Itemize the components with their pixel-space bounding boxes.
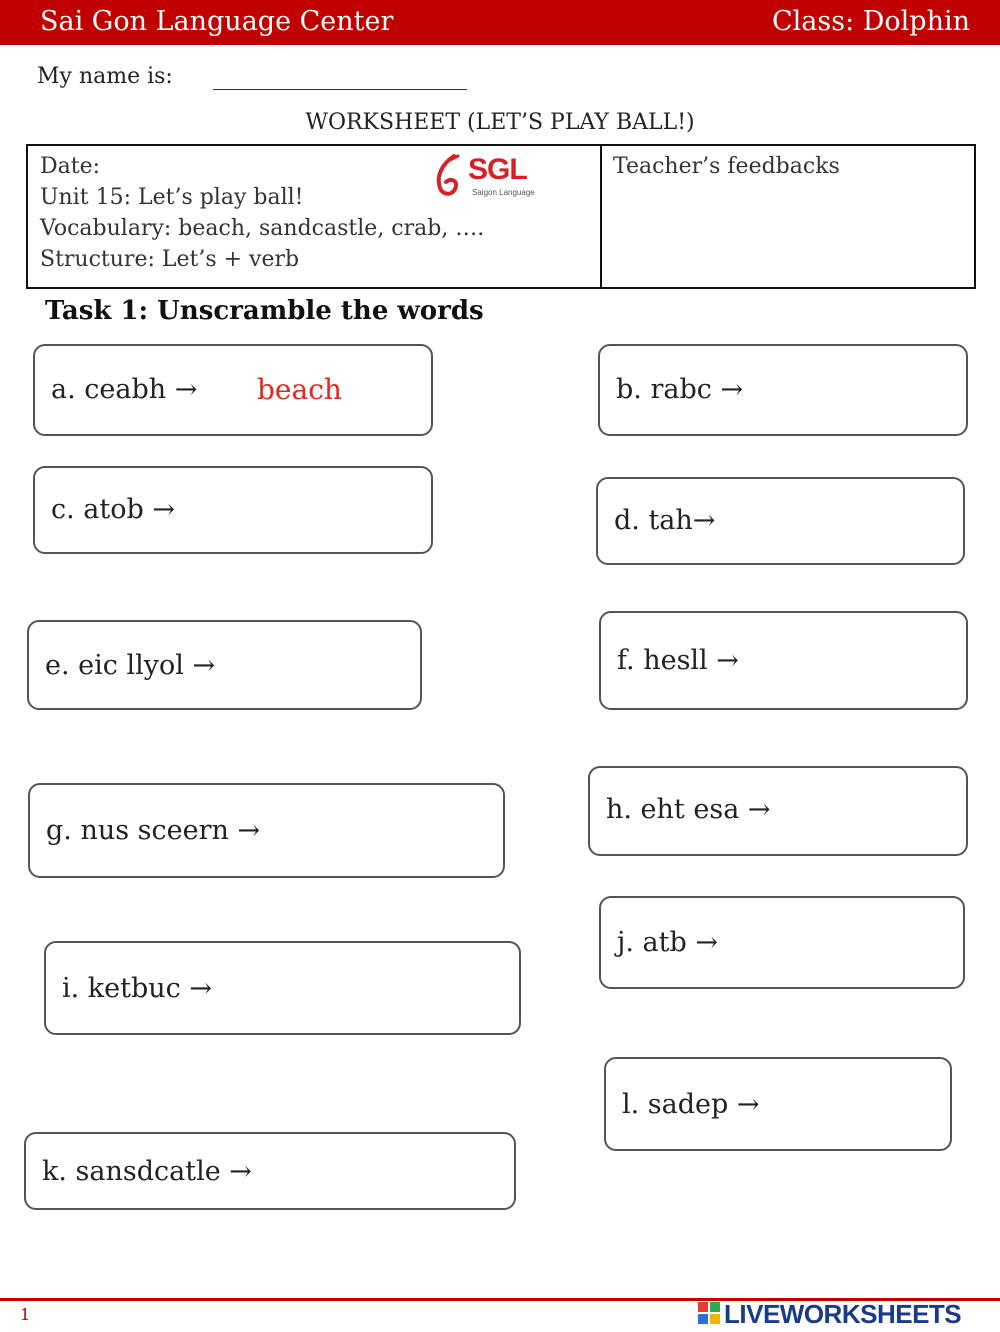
word-prompt: f. hesll → bbox=[617, 645, 739, 676]
word-box-i[interactable] bbox=[44, 941, 521, 1035]
worksheet-title: WORKSHEET (LET’S PLAY BALL!) bbox=[305, 110, 695, 135]
word-prompt: e. eic llyol → bbox=[45, 650, 216, 681]
word-box-j[interactable] bbox=[599, 896, 965, 989]
word-prompt: g. nus sceern → bbox=[46, 815, 261, 846]
word-box-d[interactable] bbox=[596, 477, 965, 565]
sgl-logo bbox=[432, 150, 535, 204]
word-answer[interactable]: beach bbox=[257, 373, 342, 406]
name-label: My name is: bbox=[37, 64, 173, 89]
structure-line: Structure: Let’s + verb bbox=[40, 247, 300, 272]
word-box-k[interactable] bbox=[24, 1132, 516, 1210]
date-label: Date: bbox=[40, 154, 101, 179]
name-input-line[interactable] bbox=[213, 89, 467, 90]
header-bar bbox=[0, 0, 1000, 45]
word-box-g[interactable] bbox=[28, 783, 505, 878]
unit-title: Unit 15: Let’s play ball! bbox=[40, 185, 304, 210]
page-number: 1 bbox=[20, 1305, 31, 1324]
word-prompt: l. sadep → bbox=[622, 1089, 760, 1120]
word-prompt: d. tah→ bbox=[614, 505, 716, 536]
word-box-l[interactable] bbox=[604, 1057, 952, 1151]
task-title: Task 1: Unscramble the words bbox=[45, 296, 484, 326]
sgl-swirl-icon bbox=[432, 154, 466, 200]
word-box-b[interactable] bbox=[598, 344, 968, 436]
word-prompt: b. rabc → bbox=[616, 374, 744, 405]
class-label: Class: Dolphin bbox=[771, 6, 970, 37]
info-cell bbox=[28, 146, 602, 287]
word-prompt: h. eht esa → bbox=[606, 794, 771, 825]
word-box-c[interactable] bbox=[33, 466, 433, 554]
word-prompt: j. atb → bbox=[617, 927, 718, 958]
word-prompt: k. sansdcatle → bbox=[42, 1156, 252, 1187]
center-name: Sai Gon Language Center bbox=[40, 6, 394, 37]
word-prompt: c. atob → bbox=[51, 494, 175, 525]
logo-subtext: Saigon Language bbox=[472, 188, 535, 197]
word-box-e[interactable] bbox=[27, 620, 422, 710]
word-prompt: i. ketbuc → bbox=[62, 973, 212, 1004]
word-box-h[interactable] bbox=[588, 766, 968, 856]
word-prompt: a. ceabh → bbox=[51, 374, 198, 405]
liveworksheets-icon bbox=[698, 1302, 722, 1326]
word-box-a[interactable] bbox=[33, 344, 433, 436]
info-table bbox=[26, 144, 976, 289]
vocabulary-line: Vocabulary: beach, sandcastle, crab, …. bbox=[40, 216, 485, 241]
teacher-feedback-label: Teacher’s feedbacks bbox=[613, 154, 840, 179]
logo-text: SGL bbox=[468, 153, 527, 186]
liveworksheets-brand: LIVEWORKSHEETS bbox=[724, 1299, 962, 1329]
word-box-f[interactable] bbox=[599, 611, 968, 710]
